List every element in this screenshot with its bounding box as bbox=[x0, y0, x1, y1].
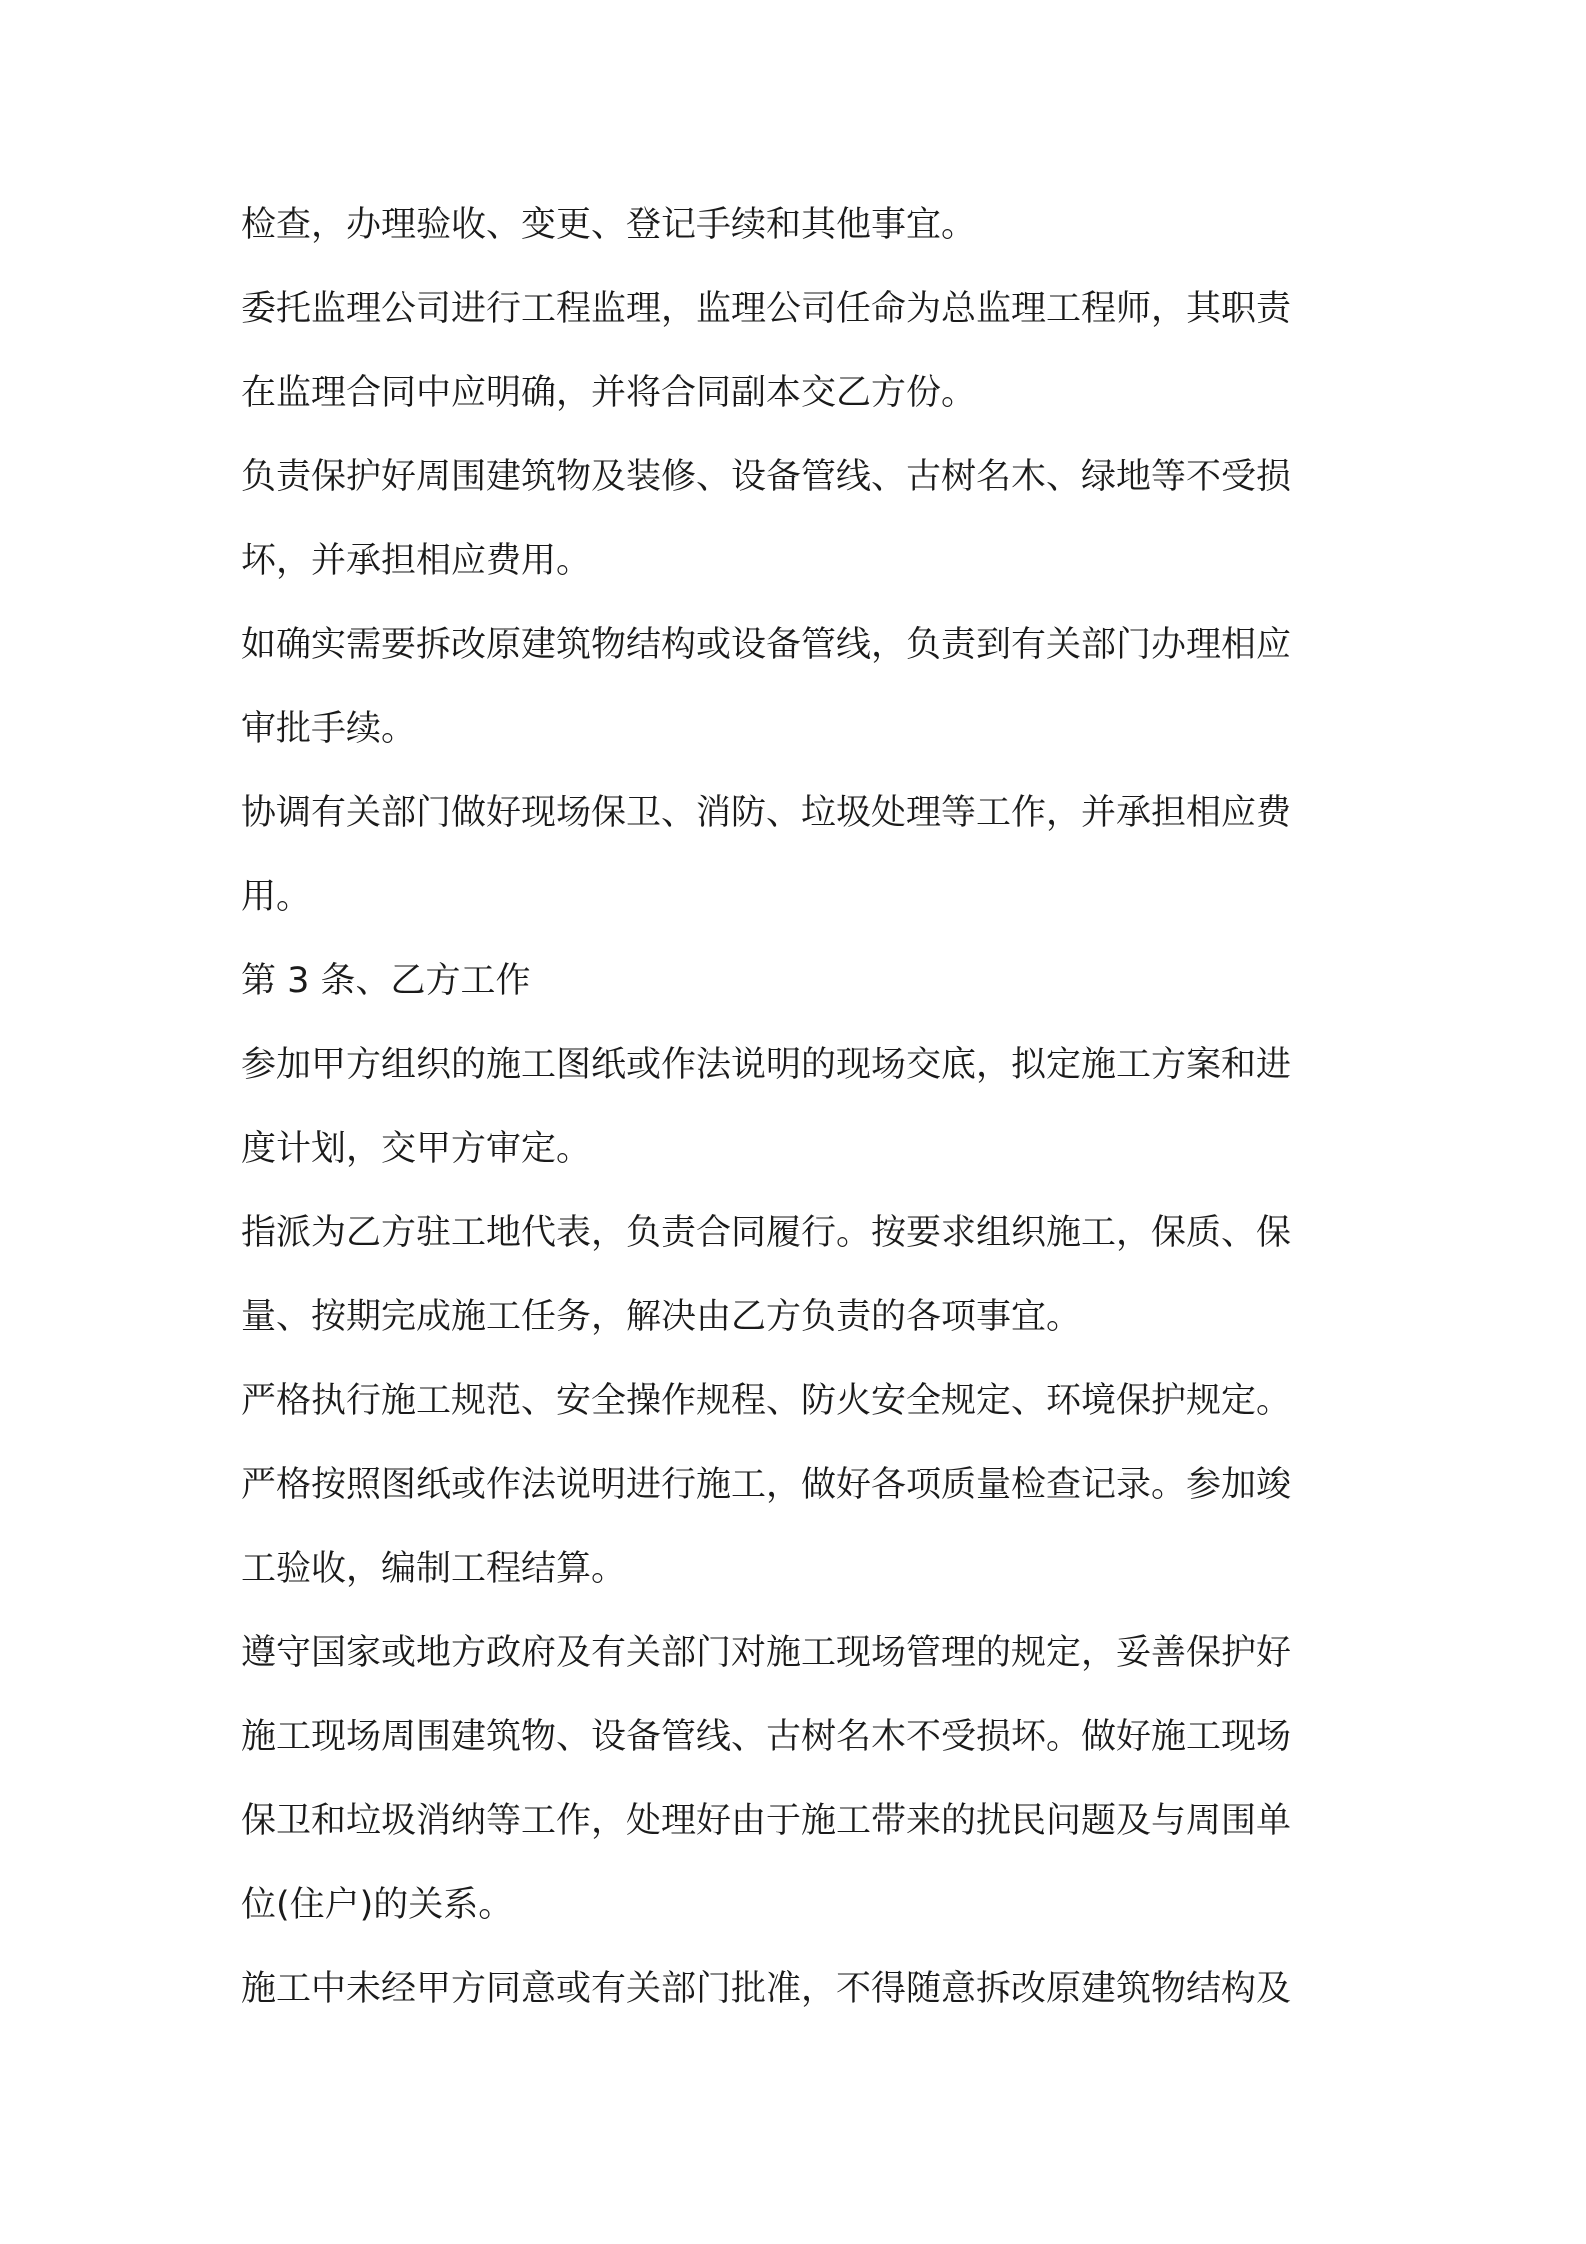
text-line: 如确实需要拆改原建筑物结构或设备管线，负责到有关部门办理相应 bbox=[241, 625, 1292, 665]
text-line: 度计划，交甲方审定。 bbox=[241, 1129, 592, 1169]
text-line: 严格执行施工规范、安全操作规程、防火安全规定、环境保护规定。 bbox=[241, 1381, 1292, 1421]
text-line: 保卫和垃圾消纳等工作，处理好由于施工带来的扰民问题及与周围单 bbox=[241, 1801, 1292, 1841]
text-line: 工验收，编制工程结算。 bbox=[241, 1549, 627, 1589]
text-line: 审批手续。 bbox=[241, 709, 417, 749]
text-line: 协调有关部门做好现场保卫、消防、垃圾处理等工作，并承担相应费 bbox=[241, 793, 1292, 833]
text-line: 指派为乙方驻工地代表，负责合同履行。按要求组织施工，保质、保 bbox=[241, 1213, 1292, 1253]
text-line: 遵守国家或地方政府及有关部门对施工现场管理的规定，妥善保护好 bbox=[241, 1633, 1292, 1673]
text-line: 坏，并承担相应费用。 bbox=[241, 541, 592, 581]
text-line: 量、按期完成施工任务，解决由乙方负责的各项事宜。 bbox=[241, 1297, 1082, 1337]
text-line: 施工中未经甲方同意或有关部门批准，不得随意拆改原建筑物结构及 bbox=[241, 1969, 1292, 2009]
text-line: 严格按照图纸或作法说明进行施工，做好各项质量检查记录。参加竣 bbox=[241, 1465, 1292, 1505]
text-line: 负责保护好周围建筑物及装修、设备管线、古树名木、绿地等不受损 bbox=[241, 457, 1292, 497]
text-line: 用。 bbox=[241, 877, 312, 917]
text-line: 施工现场周围建筑物、设备管线、古树名木不受损坏。做好施工现场 bbox=[241, 1717, 1292, 1757]
text-line: 委托监理公司进行工程监理，监理公司任命为总监理工程师，其职责 bbox=[241, 289, 1292, 329]
section-heading: 第 3 条、乙方工作 bbox=[241, 961, 531, 1001]
text-line: 参加甲方组织的施工图纸或作法说明的现场交底，拟定施工方案和进 bbox=[241, 1045, 1292, 1085]
text-line: 检查，办理验收、变更、登记手续和其他事宜。 bbox=[241, 205, 977, 245]
text-line: 在监理合同中应明确，并将合同副本交乙方份。 bbox=[241, 373, 977, 413]
text-line: 位(住户)的关系。 bbox=[241, 1885, 514, 1925]
